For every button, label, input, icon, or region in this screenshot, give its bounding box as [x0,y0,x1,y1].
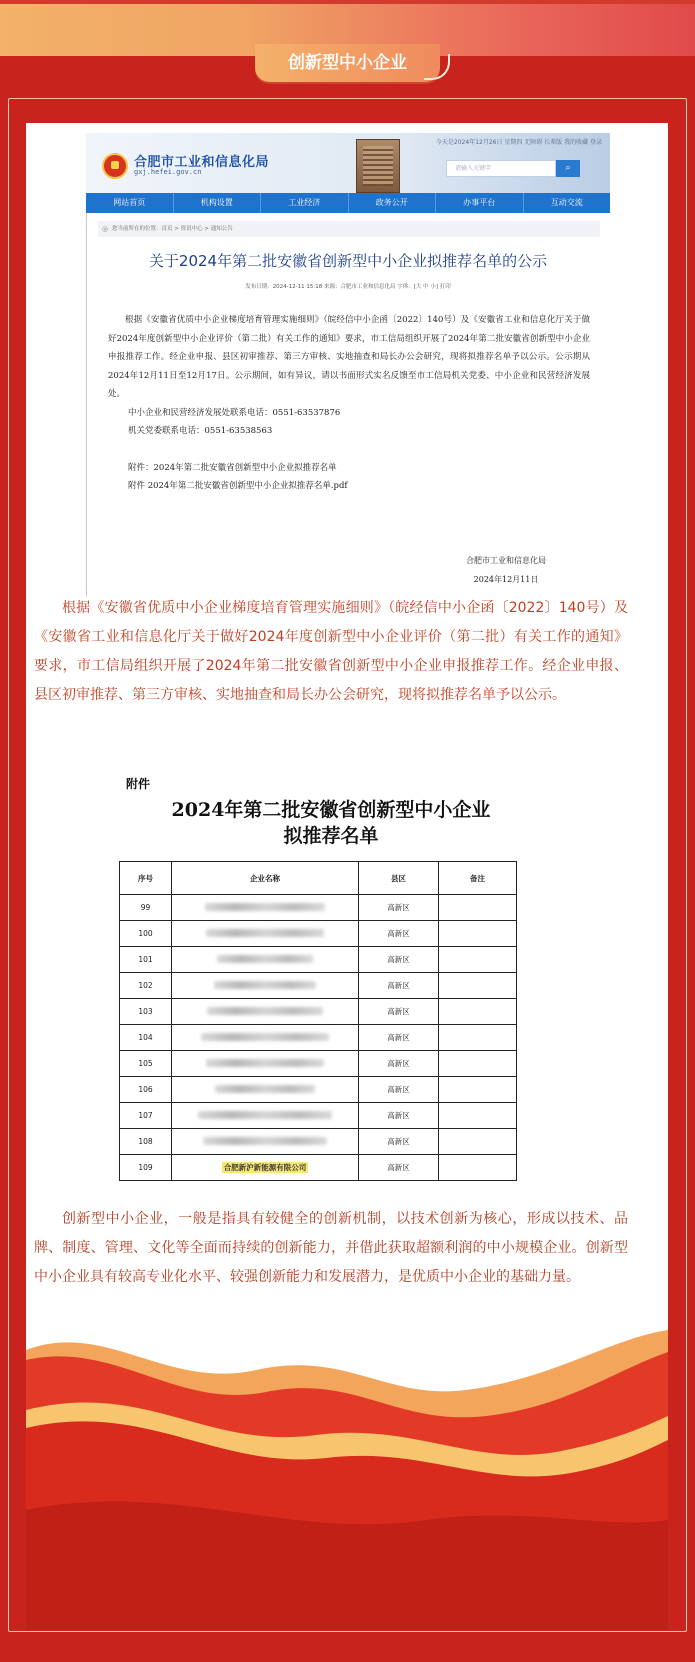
sign-date: 2024年12月11日 [473,575,539,584]
row-district: 高新区 [359,1077,439,1103]
nav-service[interactable]: 办事平台 [436,193,524,213]
row-number: 105 [120,1051,172,1077]
notice-paragraph: 根据《安徽省优质中小企业梯度培育管理实施细则》（皖经信中小企函〔2022〕140号）及《安徽省工业和信息化厅关于做好2024年度创新型中小企业评价（第二批）有关工作的通知》要求，市工信局组织开展了2024年第二批安徽省创新型中小企业申报推荐工作。经企业申报、县区初审推荐、第三方审核、实地抽查和局长办公会研究，现将拟推荐名单予以公示。公示期从2024年12月11日至12月17日。公示期间，如有异议，请以书面形式实名反馈至市工信局机关党委、中小企业和民营经济发展处。 [108,315,590,399]
attachment-title-line2: 拟推荐名单 [283,825,379,847]
nav-org[interactable]: 机构设置 [174,193,262,213]
notice-meta: 发布日期：2024-12-11 15:18 来源：合肥市工业和信息化局 字体：[大 中 小] 打印 [245,284,451,290]
site-header [86,133,610,193]
table-row [120,1155,517,1181]
row-number: 109 [120,1155,172,1181]
search-input[interactable]: 请输入关键字 [446,160,556,177]
row-note [439,1129,517,1155]
redacted-name [201,1033,329,1041]
nav-industry[interactable]: 工业经济 [261,193,349,213]
row-district: 高新区 [359,1155,439,1181]
row-note [439,921,517,947]
row-company [172,1103,359,1129]
contact-line: 中小企业和民营经济发展处联系电话：0551-63537876 [128,407,341,418]
attachment-label: 附件 [126,777,151,791]
redacted-name [214,981,316,989]
search-icon: ⌕ [565,163,571,173]
section-title-text: 创新型中小企业 [288,53,407,73]
redacted-name [206,1059,324,1067]
table-row [120,1129,517,1155]
nav-gov[interactable]: 政务公开 [349,193,437,213]
emblem-icon [102,153,128,179]
company-name: 合肥新沪新能源有限公司 [223,1163,307,1172]
agency-url: gxj.hefei.gov.cn [134,168,202,176]
row-district: 高新区 [359,1129,439,1155]
row-company [172,1129,359,1155]
row-district: 高新区 [359,1103,439,1129]
signature [446,551,566,589]
row-district: 高新区 [359,1051,439,1077]
row-district: 高新区 [359,895,439,921]
row-note [439,895,517,921]
row-note [439,1077,517,1103]
row-note [439,1103,517,1129]
row-district: 高新区 [359,947,439,973]
row-number: 100 [120,921,172,947]
table-row [120,1025,517,1051]
contact-line: 机关党委联系电话：0551-63538563 [128,426,273,436]
row-note [439,999,517,1025]
row-company [172,1077,359,1103]
wave-decoration [26,1330,668,1630]
row-note [439,1155,517,1181]
row-company [172,947,359,973]
redacted-name [205,903,325,911]
table-row [120,999,517,1025]
row-district: 高新区 [359,973,439,999]
notice-body [108,311,590,496]
row-number: 106 [120,1077,172,1103]
row-number: 102 [120,973,172,999]
col-note: 备注 [439,862,517,895]
row-company [172,1051,359,1077]
attachment-title-line1: 2024年第二批安徽省创新型中小企业 [171,799,491,821]
row-company [172,999,359,1025]
nav-interact[interactable]: 互动交流 [550,198,583,207]
table-row [120,1077,517,1103]
row-company [172,1155,359,1181]
curl-decoration [424,54,450,80]
col-district: 县区 [359,862,439,895]
nav-home[interactable]: 网站首页 [86,193,174,213]
attachment-link[interactable]: 附件 2024年第二批安徽省创新型中小企业拟推荐名单.pdf [128,481,348,491]
row-company [172,973,359,999]
row-district: 高新区 [359,999,439,1025]
website-screenshot [86,133,610,618]
row-number: 104 [120,1025,172,1051]
attachment-title [26,797,636,849]
redacted-name [203,1137,327,1145]
redacted-name [217,955,313,963]
row-company [172,1025,359,1051]
top-links[interactable]: 今天是2024年12月26日 星期四 无障碍 长辈版 我的收藏 登录 [435,139,602,146]
row-number: 101 [120,947,172,973]
redacted-name [207,1007,323,1015]
row-company [172,921,359,947]
redacted-name [215,1085,315,1093]
col-no: 序号 [120,862,172,895]
sign-org: 合肥市工业和信息化局 [466,556,546,565]
row-note [439,973,517,999]
site-nav [86,193,610,213]
table-row [120,1051,517,1077]
col-name: 企业名称 [172,862,359,895]
outro-paragraph: 创新型中小企业，一般是指具有较健全的创新机制，以技术创新为核心，形成以技术、品牌、制度、管理、文化等全面而持续的创新能力，并借此获取超额利润的中小规模企业。创新型中小企业具有较高专业化水平、较强创新能力和发展潜力，是优质中小企业的基础力量。 [34,1211,628,1285]
row-note [439,1051,517,1077]
intro-paragraph: 根据《安徽省优质中小企业梯度培育管理实施细则》（皖经信中小企函〔2022〕140号）及《安徽省工业和信息化厅关于做好2024年度创新型中小企业评价（第二批）有关工作的通知》要求，市工信局组织开展了2024年第二批安徽省创新型中小企业申报推荐工作。经企业申报、县区初审推荐、第三方审核、实地抽查和局长办公会研究，现将拟推荐名单予以公示。 [34,600,628,703]
notice-title: 关于2024年第二批安徽省创新型中小企业拟推荐名单的公示 [148,252,548,270]
row-number: 108 [120,1129,172,1155]
row-number: 107 [120,1103,172,1129]
breadcrumb: ◎ 您当前所在的位置：首页 > 资讯中心 > 通知公告 [98,221,600,237]
redacted-name [198,1111,332,1119]
agency-name: 合肥市工业和信息化局 [134,155,270,170]
row-district: 高新区 [359,921,439,947]
row-company [172,895,359,921]
redacted-name [206,929,324,937]
row-district: 高新区 [359,1025,439,1051]
row-note [439,1025,517,1051]
table-row [120,921,517,947]
table-row [120,947,517,973]
search-button[interactable] [556,160,580,177]
row-number: 103 [120,999,172,1025]
table-row [120,1103,517,1129]
row-number: 99 [120,895,172,921]
table-row [120,895,517,921]
attachment-line: 附件：2024年第二批安徽省创新型中小企业拟推荐名单 [128,462,337,473]
section-title [255,44,440,82]
building-image [356,139,400,193]
table-row [120,973,517,999]
recommend-table [119,861,517,1181]
row-note [439,947,517,973]
